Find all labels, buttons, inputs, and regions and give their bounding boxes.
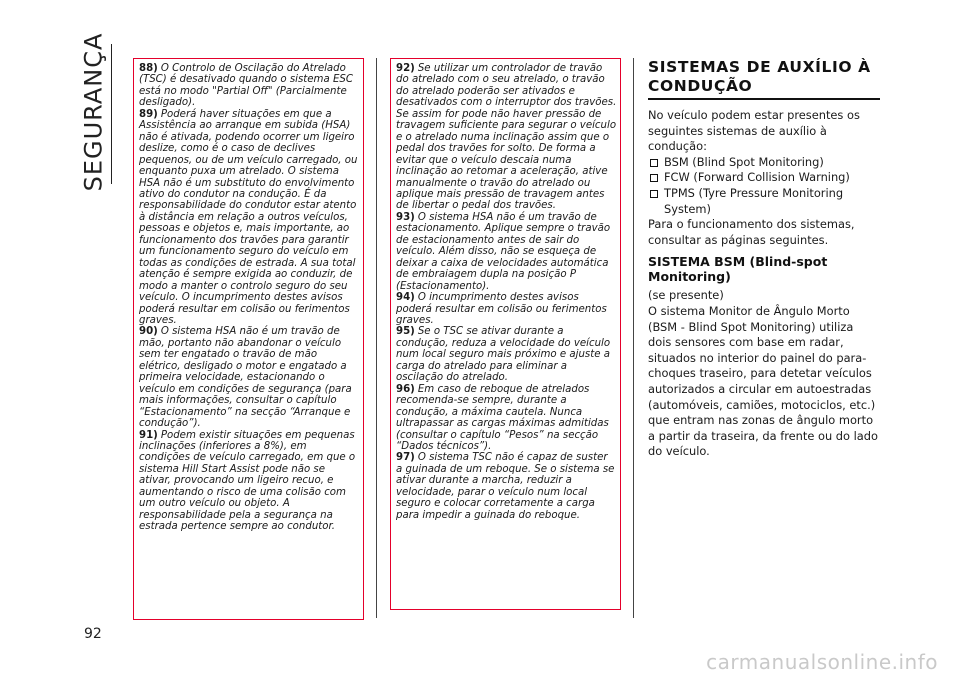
- bsm-title: SISTEMA BSM (Blind-spot Monitoring): [648, 254, 828, 285]
- note-text: Poderá haver situações em que a Assistência ao arranque em subida (HSA) não é ativada, podendo ocorrer um ligeiro deslize, como é o caso de declives pequenos, ou de um veículo carregado, ou enquanto puxa um atrelado. O sistema HSA não é um substituto do envolvimento ativo do condutor na condução. É da responsabilidade do condutor estar atento à distância em relação a outros veículos, pessoas e objetos e, mais importante, ao funcionamento dos travões para garantir um funcionamento seguro do veículo em todas as condições de estrada. A sua total atenção é sempre exigida ao conduzir, de modo a manter o controlo seguro do seu veículo. O incumprimento destes avisos poderá resultar em colisão ou ferimentos graves.: [139, 108, 358, 326]
- list-item: [648, 170, 880, 186]
- note-number: 89): [139, 108, 158, 120]
- systems-list: [648, 155, 880, 217]
- watermark: carmanualsonline.info: [706, 650, 938, 674]
- square-bullet-icon: [650, 190, 658, 198]
- note-text: O Controlo de Oscilação do Atrelado (TSC) é desativado quando o sistema ESC está no modo "Partial Off" (Parcialmente desligado).: [139, 63, 353, 109]
- warning-note: [396, 452, 617, 521]
- note-text: O incumprimento destes avisos poderá resultar em colisão ou ferimentos graves.: [396, 292, 607, 326]
- note-text: Se utilizar um controlador de travão do atrelado com o seu atrelado, o travão do atrelado poderão ser ativados e desativados com o interruptor dos travões. Se assim for pode não haver pressão de travagem suficiente para segurar o veículo e o atrelado numa inclinação assim que o pedal dos travões for solto. De forma a evitar que o veículo descaia numa inclinação ao retomar a aceleração, ative manualmente o travão do atrelado ou aplique mais pressão de travagem antes de libertar o pedal dos travões.: [396, 63, 617, 212]
- note-text: Se o TSC se ativar durante a condução, reduza a velocidade do veículo num local seguro mais próximo e ajuste a carga do atrelado para eliminar a oscilação do atrelado.: [396, 326, 611, 384]
- list-item-label: FCW (Forward Collision Warning): [664, 170, 850, 185]
- page-number: 92: [84, 626, 102, 642]
- warning-note: [139, 109, 360, 327]
- warning-note: [396, 384, 617, 453]
- note-text: Podem existir situações em pequenas inclinações (inferiores a 8%), em condições de veículo carregado, em que o sistema Hill Start Assist pode não se ativar, provocando um ligeiro recuo, e aumentando o risco de uma colisão com um outro veículo ou objeto. A responsabilidade pela a segurança na estrada pertence sempre ao condutor.: [139, 429, 356, 533]
- warning-note: [139, 63, 360, 109]
- warning-note: [396, 326, 617, 383]
- warnings-box-left: [133, 58, 364, 620]
- note-number: 91): [139, 429, 158, 441]
- note-number: 95): [396, 326, 415, 338]
- note-text: O sistema HSA não é um travão de estacionamento. Aplique sempre o travão de estacionamento antes de sair do veículo. Além disso, não se esqueça de deixar a caixa de velocidades automática de embraiagem dupla na posição P (Estacionamento).: [396, 211, 611, 292]
- note-number: 93): [396, 211, 415, 223]
- note-number: 90): [139, 326, 158, 338]
- bsm-presence-note: (se presente): [648, 288, 724, 303]
- warning-note: [396, 63, 617, 212]
- section-side-tab: [78, 32, 108, 191]
- outro-paragraph: Para o funcionamento dos sistemas, consultar as páginas seguintes.: [648, 217, 855, 247]
- list-item: [648, 186, 880, 217]
- note-number: 97): [396, 452, 415, 464]
- column-divider-left: [376, 58, 377, 618]
- title-underline: [648, 98, 880, 100]
- note-number: 92): [396, 63, 415, 74]
- list-item-label: BSM (Blind Spot Monitoring): [664, 154, 824, 169]
- note-text: O sistema TSC não é capaz de suster a guinada de um reboque. Se o sistema se ativar durante a marcha, reduzir a velocidade, parar o veículo num local seguro e colocar corretamente a carga para impedir a guinada do reboque.: [396, 452, 615, 521]
- warning-note: [139, 326, 360, 429]
- warning-note: [396, 292, 617, 326]
- warning-note: [139, 430, 360, 533]
- column-divider-right: [633, 58, 634, 618]
- list-item-label: TPMS (Tyre Pressure Monitoring System): [664, 185, 844, 216]
- note-text: Em caso de reboque de atrelados recomenda-se sempre, durante a condução, a máxima cautela. Nunca ultrapassar as cargas máximas admitidas (consultar o capítulo “Pesos” na secção “Dados técnicos”).: [396, 383, 609, 452]
- warnings-box-middle: [390, 58, 621, 610]
- side-divider: [111, 44, 112, 184]
- intro-paragraph: No veículo podem estar presentes os seguintes sistemas de auxílio à condução:: [648, 108, 860, 154]
- note-number: 94): [396, 292, 415, 304]
- square-bullet-icon: [650, 159, 658, 167]
- square-bullet-icon: [650, 174, 658, 182]
- list-item: [648, 155, 880, 171]
- note-number: 88): [139, 63, 158, 74]
- section-title: SISTEMAS DE AUXÍLIO À CONDUÇÃO: [648, 58, 871, 95]
- note-number: 96): [396, 383, 415, 395]
- warning-note: [396, 212, 617, 292]
- section-label: SEGURANÇA: [79, 32, 107, 191]
- driver-assist-section: [648, 58, 880, 460]
- note-text: O sistema HSA não é um travão de mão, portanto não abandonar o veículo sem ter engatado o travão de mão elétrico, desligado o motor e engatado a primeira velocidade, estacionando o veículo em condições de segurança (para mais informações, consultar o capítulo “Estacionamento” na secção “Arranque e condução”).: [139, 326, 352, 430]
- bsm-description: O sistema Monitor de Ângulo Morto (BSM - Blind Spot Monitoring) utiliza dois sensores com base em radar, situados no interior do painel do para-choques traseiro, para detetar veículos autorizados a circular em autoestradas (automóveis, camiões, motociclos, etc.) que entram nas zonas de ângulo morto a partir da traseira, da frente ou do lado do veículo.: [648, 303, 878, 459]
